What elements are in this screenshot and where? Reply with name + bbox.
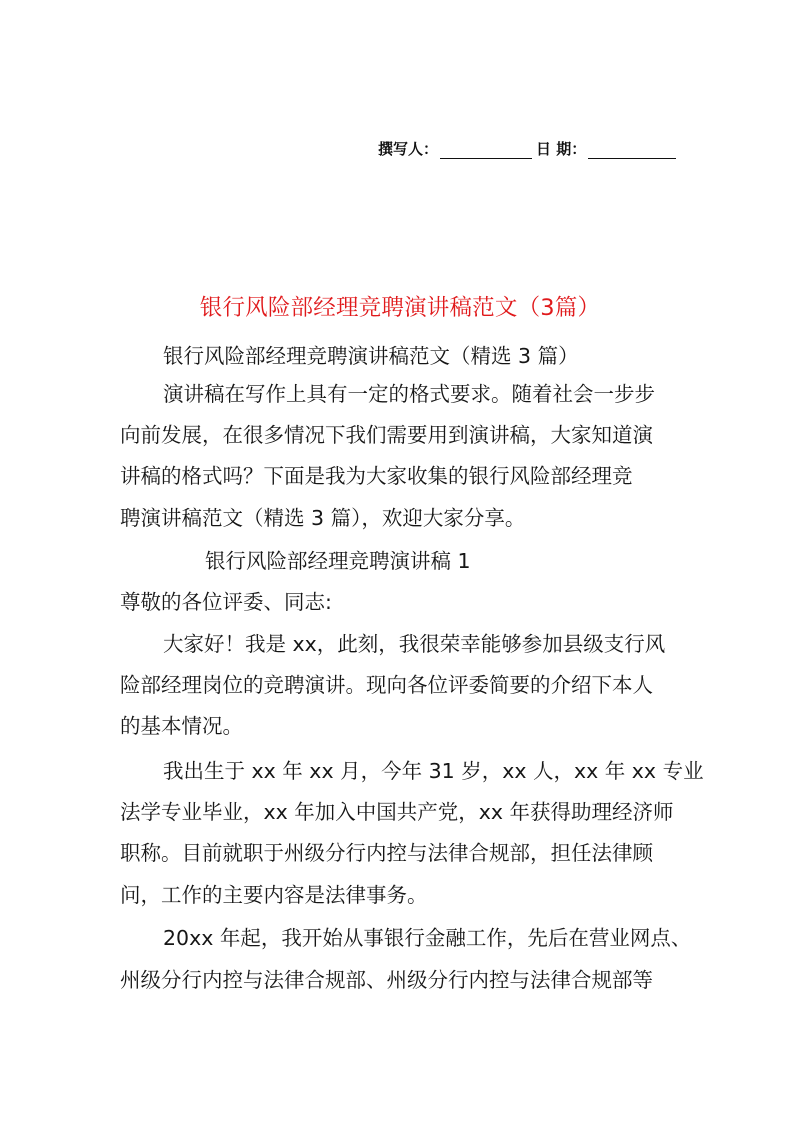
document-title: 银行风险部经理竞聘演讲稿范文（3篇） [199, 295, 601, 321]
paragraph-line: 险部经理岗位的竞聘演讲。现向各位评委简要的介绍下本人 [120, 673, 653, 697]
paragraph-line: 法学专业毕业，xx 年加入中国共产党，xx 年获得助理经济师 [120, 800, 674, 824]
author-label: 撰写人： [378, 140, 439, 158]
salutation-line: 尊敬的各位评委、同志: [120, 590, 332, 614]
paragraph-line: 大家好！我是 xx，此刻，我很荣幸能够参加县级支行风 [163, 632, 666, 656]
paragraph-line: 讲稿的格式吗？下面是我为大家收集的银行风险部经理竞 [120, 464, 633, 488]
paragraph-line: 州级分行内控与法律合规部、州级分行内控与法律合规部等 [120, 968, 653, 992]
paragraph-line: 职称。目前就职于州级分行内控与法律合规部，担任法律顾 [120, 841, 653, 865]
date-blank [588, 141, 676, 159]
paragraph-line: 聘演讲稿范文（精选 3 篇），欢迎大家分享。 [120, 506, 526, 530]
subtitle-line: 银行风险部经理竞聘演讲稿范文（精选 3 篇） [163, 344, 579, 368]
header-signature-line [378, 138, 676, 159]
paragraph-line: 演讲稿在写作上具有一定的格式要求。随着社会一步步 [163, 382, 655, 406]
date-label: 日 期： [536, 140, 587, 158]
paragraph-line: 我出生于 xx 年 xx 月，今年 31 岁，xx 人，xx 年 xx 专业 [163, 759, 704, 783]
author-blank [440, 141, 532, 159]
paragraph-line: 向前发展，在很多情况下我们需要用到演讲稿，大家知道演 [120, 423, 653, 447]
paragraph-line: 的基本情况。 [120, 714, 243, 738]
paragraph-line: 问，工作的主要内容是法律事务。 [120, 883, 428, 907]
paragraph-line: 20xx 年起，我开始从事银行金融工作，先后在营业网点、 [163, 926, 692, 950]
section-heading: 银行风险部经理竞聘演讲稿 1 [205, 549, 471, 573]
